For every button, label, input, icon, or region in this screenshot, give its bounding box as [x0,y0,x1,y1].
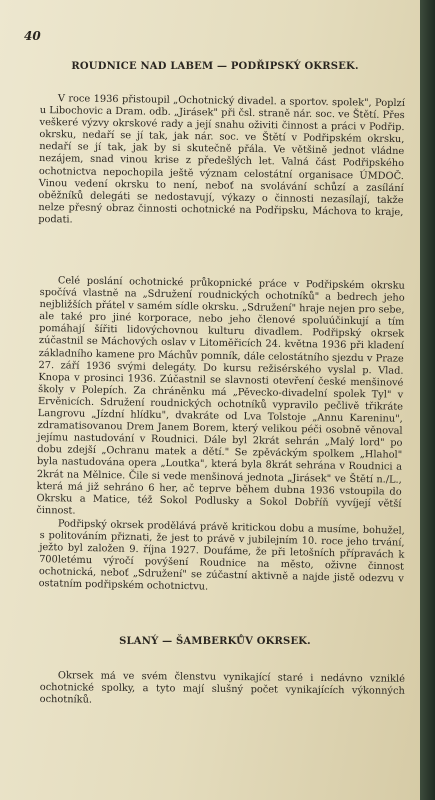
book-binding-edge [420,0,435,800]
section-heading-roudnice: ROUDNICE NAD LABEM — PODŘIPSKÝ OKRSEK. [71,61,359,72]
paragraph-roudnice-1: V roce 1936 přistoupil „Ochotnický divadel. a sportov. spolek", Poplzí u Libochovic a Dram. odb. „Jirásek" při čsl. straně nár. soc. ve Štětí. Přes veškeré výzvy okrskové rady a její snahu oživiti činnost a práci v Podřip. okrsku, nedaří se jí tak, jak nár. soc. ve Štětí v Podřipském okrsku, nedaří se jí tak, jak by si skutečně přála. Ve většině jednot vládne nezájem, snad vinou krise z předešlých let. Valná část Podřipského ochotnictva nepochopila ještě význam celostátní organisace ÚMDOČ. Vinou vedení okrsku to není, neboť na svolávání schůzí a zasílání oběžníků delegáti se nedostavují, výkazy o činnosti nezasílají, takže nelze přesný obraz činnosti ochotnické na Podřipsku, Máchova to kraje, podati. [38,93,405,226]
paragraph-slany-1: Okrsek má ve svém členstvu vynikající staré i nedávno vzniklé ochotnické spolky, a tyto mají slušný počet vynikajících výkonných ochotníků. [39,669,405,706]
paragraph-roudnice-3: Podřipský okrsek prodělává právě kritickou dobu a musíme, bohužel, s politováním přiznati, že jest to právě v jubilejním 10. roce jeho trvání, ježto byl založen 9. října 1927. Doufáme, že při letošních přípravách k 700letému výročí povýšení Roudnice na město, oživne činnost ochotnická, neboť „Sdružení" se zúčastní aktivně a najde jistě odezvu v ostatním podřipském ochotnictvu. [38,518,405,593]
page-number: 40 [24,29,41,43]
paragraph-roudnice-2: Celé poslání ochotnické průkopnické práce v Podřipském okrsku spočívá vlastně na „Sdružení roudnických ochotníků" a bedrech jeho nejbližších přátel v samém sídle okrsku. „Sdružení" hraje nejen pro sebe, ale také pro jiné korporace, nebo jeho členové spoluúčinkují a tím pomáhají šířiti lidovýchovnou kulturu divadlem. Podřipský okrsek zúčastnil se Máchových oslav v Litoměřicích 24. května 1936 při kladení základního kamene pro Máchův pomník, dále celostátního sjezdu v Praze 27. září 1936 svými delegáty. Do kursu režisérského vyslal p. Vlad. Knopa v prosinci 1936. Zúčastnil se slavnosti otevření české menšinové školy v Polepích. Za chráněnku má „Pěvecko-divadelní spolek Tyl" v Ervěnicích. Sdružení roudnických ochotníků vypravilo pečlivě třikráte Langrovu „Jízdní hlídku", dvakráte od Lva Tolstoje „Annu Kareninu", zdramatisovanou Drem Janem Borem, který velikou péči osobně věnoval jejímu nastudování v Roudnici. Dále byl 2krát sehrán „Malý lord" po dobu zdejší „Ochranu matek a dětí." Se zpěváckým spolkem „Hlahol" byla nastudována opera „Loutka", která byla 8krát sehrána v Roudnici a 2krát na Mělnice. Čile si vede menšinová jednota „Jirásek" ve Štětí n./L., která má již sehráno 6 her, ač teprve během dubna 1936 vstoupila do Okrsku a Matice, též Sokol Podlusky a Sokol Dobříň vyvíjejí větší činnost. [36,275,405,517]
section-heading-slany: SLANÝ — ŠAMBERKŮV OKRSEK. [119,636,311,647]
